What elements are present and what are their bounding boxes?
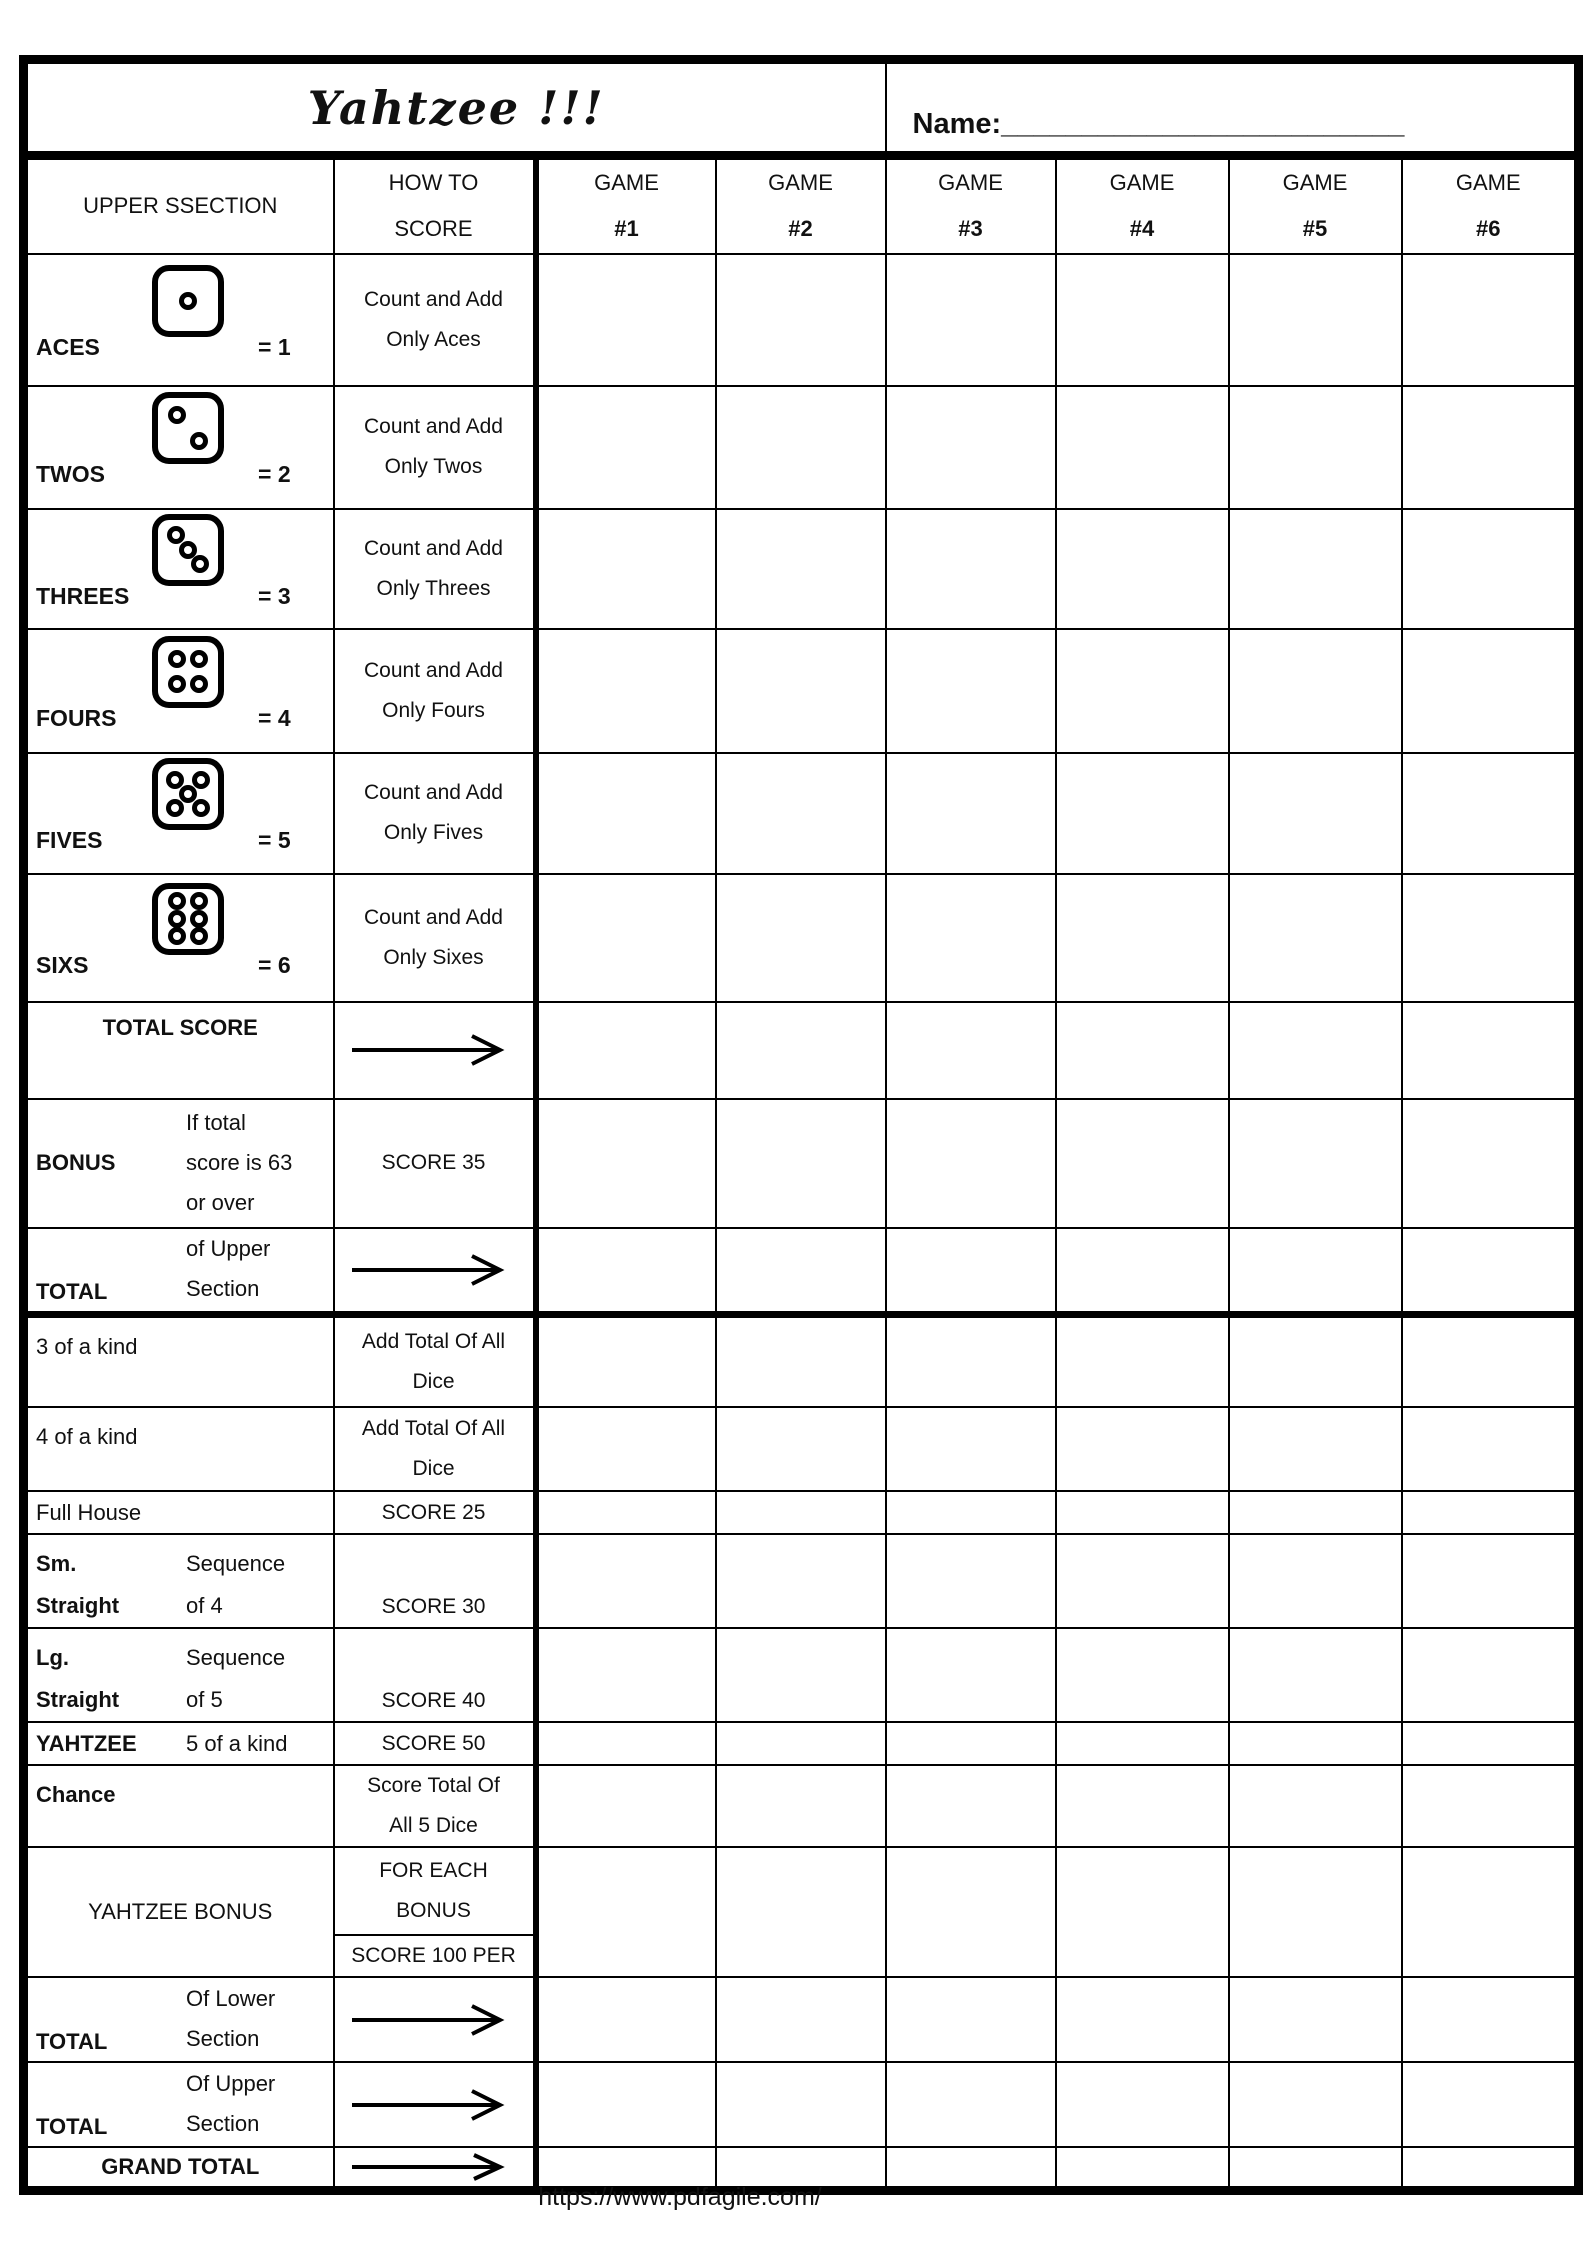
score-cell[interactable] [1229,1407,1402,1491]
total-lower-arrow-cell [334,1977,536,2062]
bonus-label: BONUS [36,1150,116,1175]
row-threes [24,509,1579,629]
score-cell[interactable] [886,2147,1056,2190]
score-cell[interactable] [886,1534,1056,1628]
score-cell[interactable] [1229,1099,1402,1228]
total-upper2-description: Of Upper Section [186,2070,276,2136]
row-label: FIVES [36,827,103,853]
score-cell[interactable] [886,1002,1056,1099]
score-cell[interactable] [1402,1765,1579,1847]
row-small-straight [24,1534,1579,1628]
game-4-header: GAME #4 [1056,156,1229,254]
die-value: = 3 [258,582,291,609]
total-lower-label-cell [24,1977,334,2062]
row-label: ACES [36,333,100,360]
score-cell[interactable] [1056,1534,1229,1628]
score-cell[interactable] [536,1765,716,1847]
row-total-upper-2 [24,2062,1579,2147]
score-cell[interactable] [1229,1628,1402,1722]
score-cell[interactable] [536,2062,716,2147]
row-four-of-a-kind [24,1407,1579,1491]
how-to-score-header: HOW TO SCORE [334,156,536,254]
score-cell[interactable] [1229,2062,1402,2147]
sm-straight-description: Sequence of 4 [186,1551,286,1618]
fours-howto-cell: Count and Add Only Fours [334,629,536,753]
score-cell[interactable] [1056,874,1229,1002]
score-cell[interactable] [536,1407,716,1491]
score-cell[interactable] [536,629,716,753]
footer-url[interactable]: https://www.pdfagile.com/ [538,2183,822,2211]
sheet-title-cell [24,60,886,156]
total-upper-arrow-cell [334,1228,536,1315]
score-cell[interactable] [1056,1765,1229,1847]
score-cell[interactable] [536,1002,716,1099]
grand-total-arrow-cell [334,2147,536,2190]
score-cell[interactable] [1056,753,1229,874]
score-cell[interactable] [886,1628,1056,1722]
total-score-arrow-cell [334,1002,536,1099]
score-cell[interactable] [1402,753,1579,874]
score-cell[interactable] [1402,2147,1579,2190]
score-cell[interactable] [886,753,1056,874]
score-cell[interactable] [716,629,886,753]
three-kind-howto-cell: Add Total Of All Dice [334,1314,536,1407]
sixs-howto-cell: Count and Add Only Sixes [334,874,536,1002]
score-cell[interactable] [536,1722,716,1765]
threes-howto-cell: Count and Add Only Threes [334,509,536,629]
row-sixs [24,874,1579,1002]
score-cell[interactable] [536,254,716,386]
score-cell[interactable] [1229,1765,1402,1847]
arrow-right-icon [335,2003,533,2037]
chance-label-cell [24,1765,334,1847]
total-upper-label-cell [24,1228,334,1315]
row-fours [24,629,1579,753]
four-kind-howto-cell: Add Total Of All Dice [334,1407,536,1491]
score-cell[interactable] [1056,629,1229,753]
row-yahtzee [24,1722,1579,1765]
score-cell[interactable] [1229,1491,1402,1534]
score-cell[interactable] [716,1002,886,1099]
score-cell[interactable] [886,1491,1056,1534]
total-upper2-label-cell [24,2062,334,2147]
die-value: = 1 [258,333,291,360]
score-cell[interactable] [1229,629,1402,753]
column-header-row [24,156,1579,254]
score-cell[interactable] [1229,1847,1402,1977]
score-cell[interactable] [1056,386,1229,509]
row-chance [24,1765,1579,1847]
score-cell[interactable] [1402,1534,1579,1628]
fours-label-cell [24,629,334,753]
score-cell[interactable] [1056,1228,1229,1315]
score-cell[interactable] [716,1722,886,1765]
die-2-icon [152,392,224,464]
score-cell[interactable] [1402,386,1579,509]
sm-straight-label-cell [24,1534,334,1628]
row-label: TWOS [36,461,105,487]
score-cell[interactable] [716,509,886,629]
score-cell[interactable] [886,1847,1056,1977]
score-cell[interactable] [886,1407,1056,1491]
score-cell[interactable] [536,1847,716,1977]
score-cell[interactable] [716,1407,886,1491]
score-cell[interactable] [1402,1099,1579,1228]
bonus-label-cell [24,1099,334,1228]
score-cell[interactable] [1229,2147,1402,2190]
die-4-icon [152,636,224,708]
score-cell[interactable] [1402,1628,1579,1722]
score-cell[interactable] [1229,509,1402,629]
row-yahtzee-bonus [24,1847,1579,1935]
score-cell[interactable] [716,1847,886,1977]
score-cell[interactable] [1402,2062,1579,2147]
score-cell[interactable] [1402,1407,1579,1491]
score-cell[interactable] [886,254,1056,386]
score-cell[interactable] [716,386,886,509]
row-three-of-a-kind [24,1314,1579,1407]
score-cell[interactable] [886,1314,1056,1407]
die-1-icon [152,265,224,337]
score-cell[interactable] [1402,1002,1579,1099]
score-cell[interactable] [1056,509,1229,629]
row-label: 4 of a kind [36,1424,138,1449]
yahtzee-bonus-howto-bottom-cell: SCORE 100 PER [334,1935,536,1977]
score-cell[interactable] [1229,753,1402,874]
yahtzee-bonus-label: YAHTZEE BONUS [24,1847,334,1977]
score-cell[interactable] [1229,254,1402,386]
name-cell [886,60,1579,156]
score-cell[interactable] [886,1228,1056,1315]
score-cell[interactable] [1056,1491,1229,1534]
die-value: = 2 [258,461,291,487]
score-cell[interactable] [536,1491,716,1534]
row-label: Chance [36,1782,116,1807]
score-cell[interactable] [1056,1002,1229,1099]
score-cell[interactable] [716,1977,886,2062]
row-total-lower [24,1977,1579,2062]
sixs-label-cell [24,874,334,1002]
score-cell[interactable] [1056,1628,1229,1722]
row-bonus [24,1099,1579,1228]
full-house-howto-cell: SCORE 25 [334,1491,536,1534]
score-cell[interactable] [1402,509,1579,629]
game-5-header: GAME #5 [1229,156,1402,254]
total-upper-description: of Upper Section [186,1235,271,1301]
full-house-label-cell [24,1491,334,1534]
score-cell[interactable] [886,1977,1056,2062]
score-cell[interactable] [536,1534,716,1628]
score-cell[interactable] [1229,874,1402,1002]
row-label: Lg. Straight [36,1645,120,1712]
aces-label-cell [24,254,334,386]
row-label: YAHTZEE [36,1730,137,1756]
score-cell[interactable] [1229,1977,1402,2062]
score-cell[interactable] [886,509,1056,629]
score-cell[interactable] [1229,1722,1402,1765]
score-cell[interactable] [716,1628,886,1722]
score-cell[interactable] [536,753,716,874]
total-score-label: TOTAL SCORE [24,1002,334,1099]
bonus-howto-cell: SCORE 35 [334,1099,536,1228]
score-cell[interactable] [1056,1314,1229,1407]
score-cell[interactable] [716,874,886,1002]
arrow-right-icon [335,1033,533,1067]
arrow-right-icon [335,2088,533,2122]
score-cell[interactable] [1229,386,1402,509]
score-cell[interactable] [716,1099,886,1228]
twos-label-cell [24,386,334,509]
score-cell[interactable] [716,1314,886,1407]
row-label: 3 of a kind [36,1333,138,1359]
score-cell[interactable] [536,1628,716,1722]
score-cell[interactable] [716,1765,886,1847]
lg-straight-description: Sequence of 5 [186,1645,286,1712]
die-5-icon [152,758,224,830]
aces-howto-cell: Count and Add Only Aces [334,254,536,386]
row-full-house [24,1491,1579,1534]
score-cell[interactable] [716,254,886,386]
score-cell[interactable] [1402,254,1579,386]
total-label: TOTAL [36,1278,108,1304]
row-twos [24,386,1579,509]
score-cell[interactable] [1229,1314,1402,1407]
lg-straight-howto-cell: SCORE 40 [334,1628,536,1722]
game-6-header: GAME #6 [1402,156,1579,254]
lg-straight-label-cell [24,1628,334,1722]
score-cell[interactable] [886,1722,1056,1765]
twos-howto-cell: Count and Add Only Twos [334,386,536,509]
page-title: Yahtzee !!! [307,80,605,135]
score-cell[interactable] [886,874,1056,1002]
row-label: SIXS [36,951,89,978]
score-cell[interactable] [1229,1228,1402,1315]
fives-label-cell [24,753,334,874]
score-cell[interactable] [716,2062,886,2147]
arrow-right-icon [335,2153,533,2181]
row-total-upper [24,1228,1579,1315]
die-value: = 4 [258,704,291,731]
grand-total-label: GRAND TOTAL [24,2147,334,2190]
total-label: TOTAL [36,2028,108,2054]
score-cell[interactable] [536,1099,716,1228]
score-cell[interactable] [1056,1407,1229,1491]
score-cell[interactable] [886,629,1056,753]
game-1-header: GAME #1 [536,156,716,254]
yahtzee-howto-cell: SCORE 50 [334,1722,536,1765]
game-3-header: GAME #3 [886,156,1056,254]
row-label: THREES [36,582,130,609]
score-cell[interactable] [1056,2062,1229,2147]
row-label: Sm. Straight [36,1551,120,1618]
score-cell[interactable] [1056,1847,1229,1977]
four-kind-label-cell [24,1407,334,1491]
arrow-right-icon [335,1253,533,1287]
row-aces [24,254,1579,386]
score-cell[interactable] [716,753,886,874]
score-cell[interactable] [716,1228,886,1315]
score-cell[interactable] [1402,1977,1579,2062]
die-value: = 5 [258,827,291,853]
chance-howto-cell: Score Total Of All 5 Dice [334,1765,536,1847]
score-cell[interactable] [886,1099,1056,1228]
total-upper2-arrow-cell [334,2062,536,2147]
score-cell[interactable] [1056,2147,1229,2190]
total-label: TOTAL [36,2113,108,2139]
score-cell[interactable] [1402,1847,1579,1977]
score-cell[interactable] [1056,254,1229,386]
threes-label-cell [24,509,334,629]
score-cell[interactable] [536,386,716,509]
upper-section-header: UPPER SSECTION [24,156,334,254]
score-cell[interactable] [536,1228,716,1315]
title-row [24,60,1579,156]
score-cell[interactable] [1229,1002,1402,1099]
score-cell[interactable] [1229,1534,1402,1628]
score-cell[interactable] [1402,874,1579,1002]
score-cell[interactable] [536,1977,716,2062]
score-cell[interactable] [716,1534,886,1628]
die-value: = 6 [258,951,291,978]
score-cell[interactable] [1402,1491,1579,1534]
die-3-icon [152,514,224,586]
row-label: Full House [36,1499,142,1525]
score-cell[interactable] [1402,629,1579,753]
score-cell[interactable] [886,386,1056,509]
die-6-icon [152,883,224,955]
name-label: Name: [912,108,1002,140]
score-cell[interactable] [536,509,716,629]
row-large-straight [24,1628,1579,1722]
score-cell[interactable] [1402,1228,1579,1315]
name-input-line[interactable]: _________________________ [1001,108,1405,140]
three-kind-label-cell [24,1314,334,1407]
fives-howto-cell: Count and Add Only Fives [334,753,536,874]
score-cell[interactable] [1056,1099,1229,1228]
score-cell[interactable] [536,874,716,1002]
score-cell[interactable] [1402,1722,1579,1765]
yahtzee-label-cell [24,1722,334,1765]
score-cell[interactable] [1402,1314,1579,1407]
yahtzee-bonus-howto-top-cell: FOR EACH BONUS [334,1847,536,1935]
yahtzee-score-sheet [19,55,1583,2195]
bonus-description: If total score is 63 or over [186,1110,293,1215]
row-fives [24,753,1579,874]
game-2-header: GAME #2 [716,156,886,254]
total-lower-description: Of Lower Section [186,1985,276,2051]
score-cell[interactable] [1056,1722,1229,1765]
row-total-score [24,1002,1579,1099]
yahtzee-description: 5 of a kind [186,1730,288,1756]
score-cell[interactable] [886,1765,1056,1847]
score-cell[interactable] [1056,1977,1229,2062]
score-cell[interactable] [886,2062,1056,2147]
sm-straight-howto-cell: SCORE 30 [334,1534,536,1628]
score-cell[interactable] [716,1491,886,1534]
row-label: FOURS [36,704,117,731]
score-cell[interactable] [536,1314,716,1407]
